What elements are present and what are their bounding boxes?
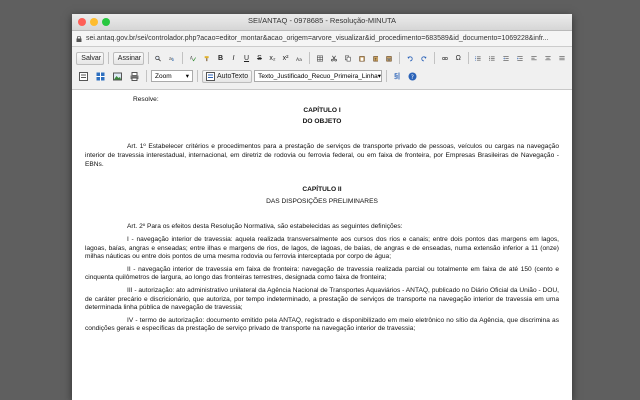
definition-2: II - navegação interior de travessia em faixa de fronteira: navegação de travessia realizada parcial ou totalmente em faixa de até 150 (cento e cinquenta quilômetros de largura, ao longo das fronteiras terrestres, designada como faixa de fronteira; — [85, 265, 559, 282]
find-button[interactable] — [152, 52, 164, 65]
window-title: SEI/ANTAQ - 0978685 - Resolução-MINUTA — [247, 16, 397, 25]
numbered-list-button[interactable] — [472, 52, 484, 65]
align-center-icon — [545, 54, 551, 63]
sign-button[interactable] — [113, 52, 144, 65]
save-label: Salvar — [81, 54, 102, 62]
svg-text:b: b — [172, 56, 175, 62]
svg-text:Aa: Aa — [296, 57, 302, 63]
align-left-icon — [531, 54, 537, 63]
superscript-button[interactable]: x² — [282, 54, 289, 62]
chapter2-subtitle: DAS DISPOSIÇÕES PRELIMINARES — [266, 197, 378, 205]
definition-4: IV - termo de autorização: documento emitido pela ANTAQ, registrado e disponibilizado em meio eletrônico no sítio da Agência, que discrimina as condições gerais e específicas da prestação de serviço privado de transporte na navegação interior de travessia; — [85, 316, 559, 333]
svg-text:W: W — [387, 56, 392, 61]
italic-button[interactable]: I — [232, 54, 235, 62]
chapter1-subtitle: DO OBJETO — [302, 117, 342, 125]
spacer — [85, 126, 559, 143]
special-char-button[interactable]: Ω — [455, 54, 461, 62]
chapter2-title: CAPÍTULO II — [302, 186, 342, 194]
align-center-button[interactable] — [542, 52, 554, 65]
separator — [434, 52, 435, 64]
align-left-button[interactable] — [528, 52, 540, 65]
resolve-line: Resolve: — [133, 96, 159, 103]
separator — [182, 52, 183, 64]
document-body[interactable] — [72, 90, 572, 334]
bold-button[interactable]: B — [217, 54, 224, 62]
image-button[interactable] — [110, 70, 125, 83]
paste-text-icon — [373, 54, 379, 63]
align-justify-icon — [559, 54, 565, 63]
spellcheck-button[interactable] — [187, 52, 199, 65]
definition-1: I - navegação interior de travessia: aquela realizada transversalmente aos cursos dos rios e canais; entre dois pontos das margens em lagos, lagoas, baías, angras e enseadas; entre ilhas e margens de rios, de lagos, de lagoas, de baías, de angras e de enseadas, numa extensão inferior a 11 (onze) milhas náuticas ou entre dois pontos de uma mesma rodovia ou ferrovia interceptada por corpo de água; — [85, 235, 559, 261]
print-button[interactable] — [127, 70, 142, 83]
help-icon — [408, 72, 417, 81]
align-justify-button[interactable] — [556, 52, 568, 65]
grid-icon — [96, 72, 105, 81]
chapter1-title: CAPÍTULO I — [303, 106, 341, 114]
image-icon — [113, 72, 122, 81]
undo-icon — [407, 54, 413, 63]
browser-window — [72, 14, 572, 400]
scissors-icon — [331, 54, 337, 63]
zoom-value: Zoom — [155, 72, 172, 80]
svg-text:A: A — [190, 54, 193, 60]
search-icon — [155, 54, 161, 63]
copy-icon — [345, 54, 351, 63]
case-button[interactable] — [293, 52, 305, 65]
paste-button[interactable] — [356, 52, 368, 65]
art1-paragraph: Art. 1º Estabelecer critérios e procedimentos para a prestação de serviços de transporte privado de pessoas, veículos ou cargas na navegação interior de travessia interestadual, internacional, em diretriz de rodovia ou ferrovia federal, ou em faixa de fronteira, por Empresas Brasileiras de Navegação - EBNs. — [85, 143, 559, 168]
table-icon — [317, 54, 323, 63]
separator — [197, 70, 198, 82]
grid-button[interactable] — [93, 70, 108, 83]
definition-3: III - autorização: ato administrativo unilateral da Agência Nacional de Transportes Aquaviários - ANTAQ, publicado no Diário Oficial da União - DOU, de caráter precário e discricionário, que autoriza, por tempo indeterminado, a prestação de serviços de transporte na navegação interior de travessia em uma determinada linha pública de navegação de travessia; — [85, 286, 559, 312]
brush-icon — [204, 54, 210, 63]
separator — [386, 70, 387, 82]
autotext-button[interactable] — [202, 70, 252, 83]
separator — [309, 52, 310, 64]
svg-text:a: a — [169, 56, 173, 62]
paste-word-button[interactable] — [383, 52, 395, 65]
outdent-button[interactable] — [500, 52, 512, 65]
clipboard-icon — [359, 54, 365, 63]
strikethrough-button[interactable]: S — [257, 54, 262, 62]
url-text: sei.antaq.gov.br/sei/controlador.php?acao=editor_montar&acao_origem=arvore_visualizar&id_procedimento=683589&id_documento=1069228&infr... — [86, 35, 549, 42]
table-button[interactable] — [314, 52, 326, 65]
art2-paragraph: Art. 2º Para os efeitos desta Resolução Normativa, são estabelecidas as seguintes definições: — [127, 223, 403, 231]
separator — [468, 52, 469, 64]
spacer — [85, 206, 559, 223]
link-button[interactable] — [439, 52, 451, 65]
address-bar[interactable] — [72, 31, 572, 47]
sign-label: Assinar — [117, 54, 142, 62]
separator — [108, 52, 109, 64]
indent-icon — [517, 54, 523, 63]
link-icon — [442, 54, 448, 63]
paste-text-button[interactable] — [370, 52, 382, 65]
chevron-down-icon: ▾ — [377, 73, 382, 80]
help-button[interactable] — [405, 70, 420, 83]
spacer — [85, 169, 559, 186]
paint-format-button[interactable] — [201, 52, 213, 65]
separator — [146, 70, 147, 82]
save-button[interactable] — [76, 52, 104, 65]
bullet-list-icon — [489, 54, 495, 63]
replace-button[interactable] — [166, 52, 178, 65]
lock-icon — [76, 36, 82, 42]
style-select[interactable] — [254, 70, 382, 82]
editor-toolbar — [72, 47, 572, 90]
zoom-select[interactable] — [151, 70, 193, 82]
separator — [399, 52, 400, 64]
svg-text:T: T — [374, 56, 377, 61]
title-bar — [72, 14, 572, 31]
printer-icon — [130, 72, 139, 81]
subscript-button[interactable]: x₂ — [269, 54, 276, 62]
style-value: Texto_Justificado_Recuo_Primeira_Linha — [258, 72, 378, 80]
autotext-icon — [206, 72, 215, 81]
copy-button[interactable] — [342, 52, 354, 65]
replace-icon — [169, 54, 175, 63]
chevron-down-icon: ▾ — [185, 73, 189, 80]
spellcheck-icon — [190, 54, 196, 63]
redo-button[interactable] — [418, 52, 430, 65]
svg-text:?: ? — [410, 73, 414, 81]
separator — [148, 52, 149, 64]
bullet-list-button[interactable] — [486, 52, 498, 65]
outdent-icon — [503, 54, 509, 63]
numbered-list-icon — [475, 54, 481, 63]
undo-button[interactable] — [404, 52, 416, 65]
paste-word-icon — [386, 54, 392, 63]
source-button[interactable] — [76, 70, 91, 83]
redo-icon — [421, 54, 427, 63]
underline-button[interactable]: U — [243, 54, 250, 62]
text-case-icon — [296, 54, 302, 63]
section-mark-button[interactable]: §| — [394, 72, 400, 80]
cut-button[interactable] — [328, 52, 340, 65]
list-view-icon — [79, 72, 88, 81]
autotext-label: AutoTexto — [217, 72, 249, 80]
indent-button[interactable] — [514, 52, 526, 65]
